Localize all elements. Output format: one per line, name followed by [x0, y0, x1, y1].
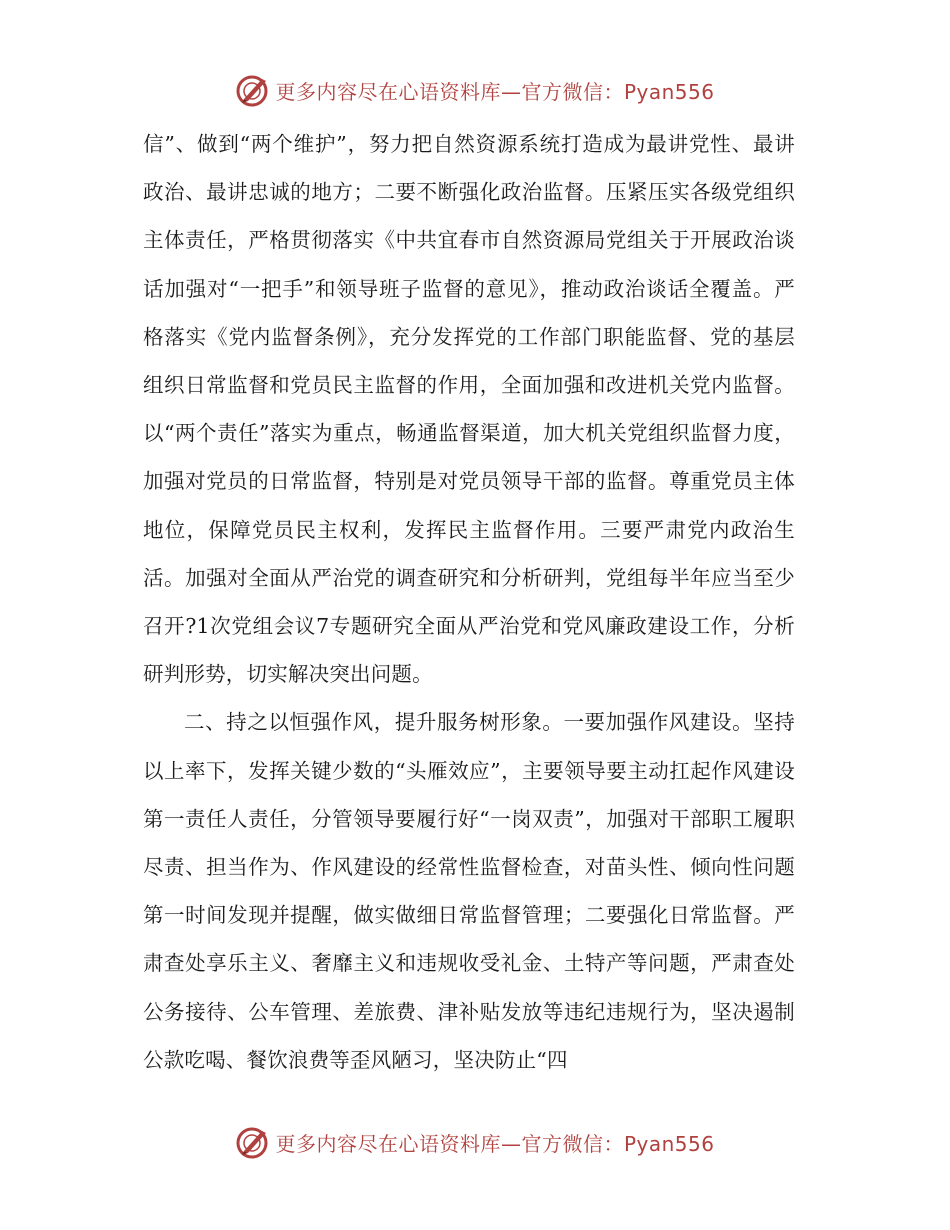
- paragraph: 信”、做到“两个维护”，努力把自然资源系统打造成为最讲党性、最讲政治、最讲忠诚的地方；二要不断强化政治监督。压紧压实各级党组织主体责任，严格贯彻落实《中共宜春市自然资源局党组关于开展政治谈话加强对“一把手”和领导班子监督的意见》，推动政治谈话全覆盖。严格落实《党内监督条例》，充分发挥党的工作部门职能监督、党的基层组织日常监督和党员民主监督的作用，全面加强和改进机关党内监督。以“两个责任”落实为重点，畅通监督渠道，加大机关党组织监督力度，加强对党员的日常监督，特别是对党员领导干部的监督。尊重党员主体地位，保障党员民主权利，发挥民主监督作用。三要严肃党内政治生活。加强对全面从严治党的调查研究和分析研判，党组每半年应当至少召开?1次党组会议7专题研究全面从严治党和党风廉政建设工作，分析研判形势，切实解决突出问题。: [143, 132, 795, 687]
- paragraph: 二、持之以恒强作风，提升服务树形象。一要加强作风建设。坚持以上率下，发挥关键少数的“头雁效应”，主要领导要主动扛起作风建设第一责任人责任，分管领导要履行好“一岗双责”，加强对干部职工履职尽责、担当作为、作风建设的经常性监督检查，对苗头性、倾向性问题第一时间发现并提醒，做实做细日常监督管理；二要强化日常监督。严肃查处享乐主义、奢靡主义和违规收受礼金、土特产等问题，严肃查处公务接待、公车管理、差旅费、津补贴发放等违纪违规行为，坚决遏制公款吃喝、餐饮浪费等歪风陋习，坚决防止“四: [143, 710, 795, 1072]
- header-banner: [0, 70, 950, 110]
- footer-banner: [0, 1122, 950, 1162]
- header-banner-text: 更多内容尽在心语资料库—官方微信：Pyan556: [275, 79, 715, 104]
- document-body: [143, 120, 795, 1084]
- footer-banner-text: 更多内容尽在心语资料库—官方微信：Pyan556: [275, 1131, 715, 1156]
- pen-logo-icon: [235, 1124, 271, 1160]
- pen-logo-icon: [235, 72, 271, 108]
